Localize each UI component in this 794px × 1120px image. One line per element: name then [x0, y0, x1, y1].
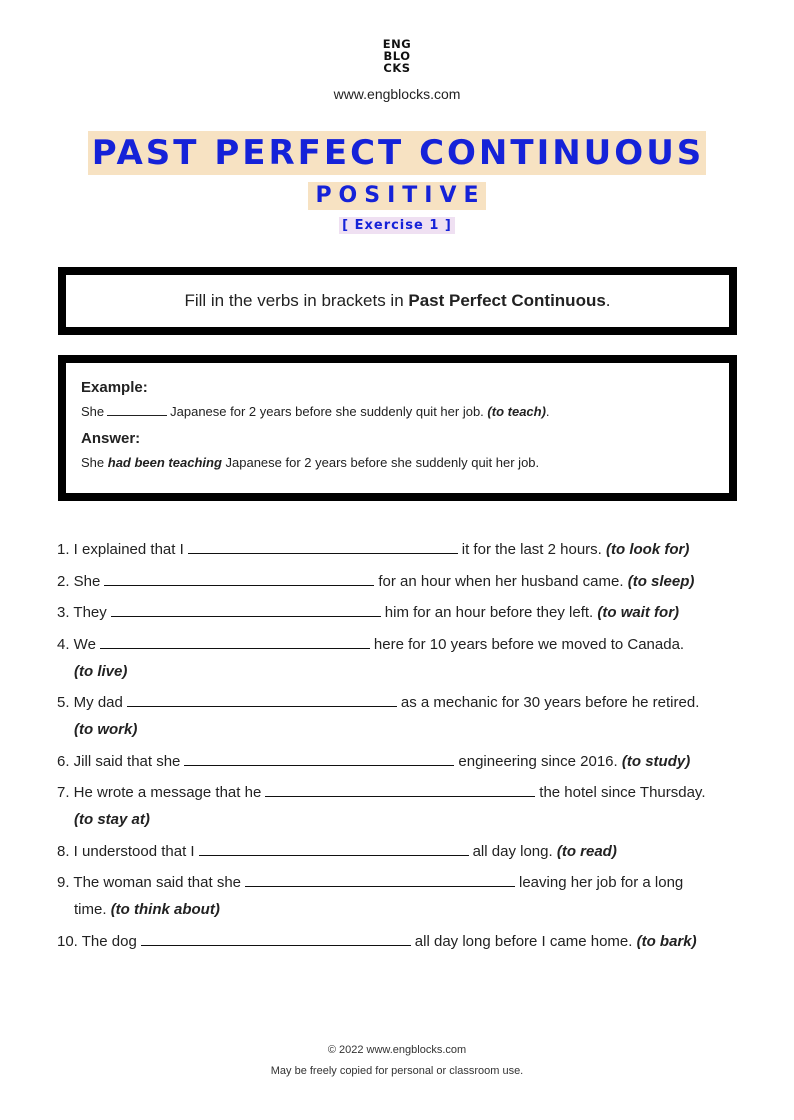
question-hint: (to think about) [110, 901, 220, 918]
answer-blank-3[interactable] [111, 602, 381, 617]
example-box [58, 355, 737, 501]
footer-copyright: © 2022 www.engblocks.com [327, 1044, 467, 1056]
question-3: 3. They him for an hour before they left. (to wait for) [57, 604, 680, 621]
engblocks-logo [0, 38, 794, 74]
exercise-label: [ Exercise 1 ] [339, 217, 455, 234]
question-hint: (to study) [621, 753, 691, 770]
instructions-tense: Past Perfect Continuous [408, 291, 606, 310]
example-hint: (to teach) [487, 404, 546, 419]
answer-before: She [81, 455, 108, 470]
logo-line-2: BLO [383, 49, 411, 63]
answer-bold: had been teaching [107, 455, 222, 470]
answer-after: Japanese for 2 years before she suddenly quit her job. [221, 455, 540, 470]
answer-blank-4[interactable] [100, 634, 370, 649]
instructions-prefix: Fill in the verbs in brackets in [184, 291, 409, 310]
question-2: 2. She for an hour when her husband came. (to sleep) [57, 573, 695, 590]
question-9: 9. The woman said that she leaving her job for a long time. (to think about) [57, 874, 684, 918]
example-label: Example: [81, 379, 148, 396]
answer-blank-2[interactable] [104, 571, 374, 586]
question-hint: (to stay at) [74, 811, 150, 828]
answer-label: Answer: [81, 430, 141, 447]
answer-blank-8[interactable] [199, 841, 469, 856]
question-hint: (to look for) [606, 541, 690, 558]
question-4: 4. We here for 10 years before we moved to Canada. (to live) [57, 636, 685, 680]
example-sentence [81, 404, 721, 420]
answer-sentence [81, 455, 721, 471]
instructions-box [58, 267, 737, 335]
example-blank [107, 405, 167, 416]
question-1: 1. I explained that I it for the last 2 hours. (to look for) [57, 541, 690, 558]
question-5: 5. My dad as a mechanic for 30 years before he retired. (to work) [57, 694, 700, 738]
page-title: PAST PERFECT CONTINUOUS [88, 131, 707, 175]
question-6: 6. Jill said that she engineering since 2016. (to study) [57, 753, 691, 770]
question-hint: (to work) [74, 721, 138, 738]
logo-line-3: CKS [383, 61, 411, 75]
question-hint: (to read) [556, 843, 617, 860]
footer-license: May be freely copied for personal or classroom use. [270, 1065, 524, 1077]
page-subtitle: POSITIVE [308, 182, 485, 210]
site-url[interactable]: www.engblocks.com [333, 86, 461, 102]
answer-blank-5[interactable] [127, 692, 397, 707]
question-10: 10. The dog all day long before I came home. (to bark) [57, 933, 697, 950]
question-hint: (to sleep) [627, 573, 695, 590]
answer-blank-6[interactable] [184, 751, 454, 766]
answer-blank-7[interactable] [265, 782, 535, 797]
question-hint: (to bark) [636, 933, 697, 950]
logo-line-1: ENG [382, 37, 412, 51]
question-8: 8. I understood that I all day long. (to read) [57, 843, 617, 860]
question-7: 7. He wrote a message that he the hotel since Thursday. (to stay at) [57, 784, 706, 828]
question-hint: (to live) [74, 663, 128, 680]
answer-blank-10[interactable] [141, 931, 411, 946]
example-after: Japanese for 2 years before she suddenly quit her job. [170, 404, 484, 419]
question-hint: (to wait for) [597, 604, 680, 621]
instructions-suffix: . [605, 291, 611, 310]
example-before: She [81, 404, 105, 419]
answer-blank-1[interactable] [188, 539, 458, 554]
example-end: . [545, 404, 550, 419]
answer-blank-9[interactable] [245, 872, 515, 887]
